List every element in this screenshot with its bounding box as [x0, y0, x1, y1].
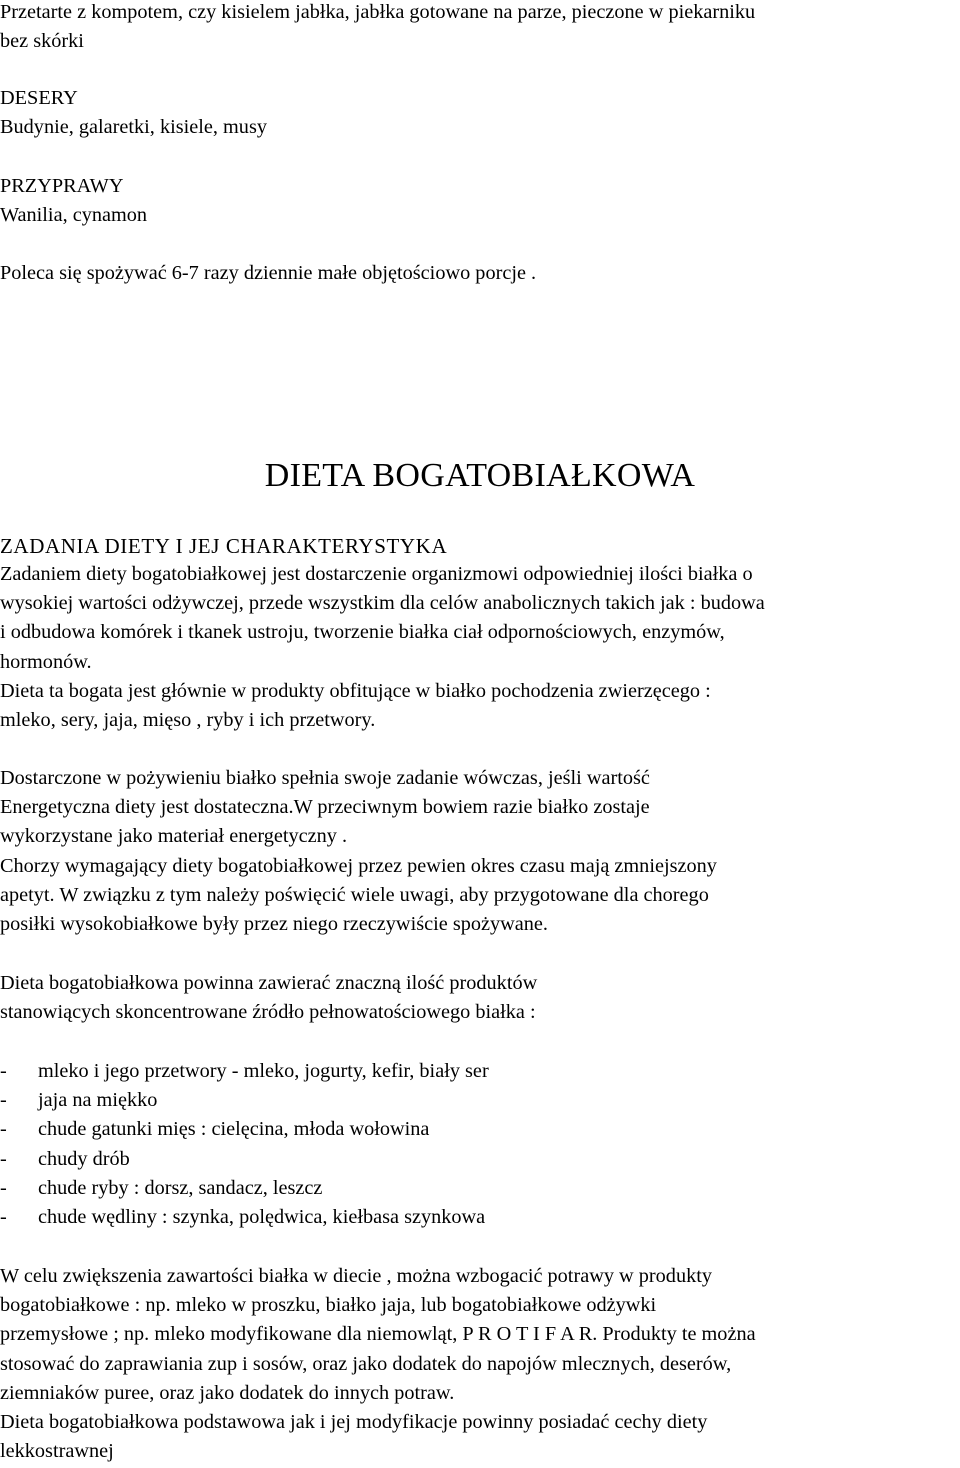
desery-heading: DESERY	[0, 87, 78, 109]
intro-line-1: Przetarte z kompotem, czy kisielem jabłka, jabłka gotowane na parze, pieczone w piekarniku	[0, 1, 756, 23]
list-dash: -	[0, 1176, 7, 1199]
paragraph-3-line: stanowiących skoncentrowane źródło pełnowatościowego białka :	[0, 1001, 536, 1024]
paragraph-1	[0, 560, 955, 735]
list-item	[0, 1174, 489, 1203]
portions-line: Poleca się spożywać 6-7 razy dziennie małe objętościowo porcje .	[0, 262, 537, 284]
paragraph-1-line: mleko, sery, jaja, mięso , ryby i ich przetwory.	[0, 709, 376, 732]
przyprawy-heading: PRZYPRAWY	[0, 175, 124, 197]
list-dash: -	[0, 1060, 7, 1082]
paragraph-1-line: Zadaniem diety bogatobiałkowej jest dostarczenie organizmowi odpowiedniej ilości białka o	[0, 563, 753, 585]
document-title: DIETA BOGATOBIAŁKOWA	[264, 457, 696, 494]
desery-text: Budynie, galaretki, kisiele, musy	[0, 116, 267, 139]
list-dash: -	[0, 1089, 7, 1112]
list-dash: -	[0, 1118, 7, 1141]
paragraph-2-line: Energetyczna diety jest dostateczna.W przeciwnym bowiem razie białko zostaje	[0, 796, 650, 819]
paragraph-4-line: przemysłowe ; np. mleko modyfikowane dla niemowląt, P R O T I F A R. Produkty te można	[0, 1323, 756, 1346]
paragraph-3	[0, 969, 955, 1027]
paragraph-4	[0, 1262, 955, 1466]
paragraph-3-line: Dieta bogatobiałkowa powinna zawierać znaczną ilość produktów	[0, 972, 538, 994]
paragraph-2-line: Chorzy wymagający diety bogatobiałkowej przez pewien okres czasu mają zmniejszony	[0, 854, 717, 877]
paragraph-2	[0, 764, 955, 939]
list-item-text: chudy drób	[38, 1147, 130, 1170]
przyprawy-block	[0, 172, 955, 230]
paragraph-1-line: Dieta ta bogata jest głównie w produkty obfitujące w białko pochodzenia zwierzęcego :	[0, 679, 711, 702]
product-list	[0, 1057, 489, 1232]
list-item-text: chude ryby : dorsz, sandacz, leszcz	[38, 1176, 323, 1199]
list-item	[0, 1203, 489, 1232]
section-heading: ZADANIA DIETY I JEJ CHARAKTERYSTYKA	[0, 534, 448, 558]
paragraph-4-line: bogatobiałkowe : np. mleko w proszku, białko jaja, lub bogatobiałkowe odżywki	[0, 1294, 657, 1317]
paragraph-2-line: Dostarczone w pożywieniu białko spełnia swoje zadanie wówczas, jeśli wartość	[0, 767, 650, 789]
paragraph-4-line: lekkostrawnej	[0, 1440, 114, 1463]
paragraph-2-line: wykorzystane jako materiał energetyczny .	[0, 825, 348, 848]
paragraph-1-line: i odbudowa komórek i tkanek ustroju, tworzenie białka ciał odpornościowych, enzymów,	[0, 621, 725, 644]
list-item-text: chude gatunki mięs : cielęcina, młoda wołowina	[38, 1118, 430, 1141]
przyprawy-text: Wanilia, cynamon	[0, 204, 148, 227]
paragraph-1-line: hormonów.	[0, 650, 92, 673]
paragraph-4-line: W celu zwiększenia zawartości białka w diecie , można wzbogacić potrawy w produkty	[0, 1265, 713, 1287]
paragraph-4-line: stosować do zaprawiania zup i sosów, oraz jako dodatek do napojów mlecznych, deserów,	[0, 1352, 732, 1375]
list-item	[0, 1145, 489, 1174]
list-dash: -	[0, 1206, 7, 1229]
list-item-text: mleko i jego przetwory - mleko, jogurty, kefir, biały ser	[38, 1060, 489, 1082]
paragraph-1-line: wysokiej wartości odżywczej, przede wszystkim dla celów anabolicznych takich jak : budowa	[0, 592, 765, 615]
list-item	[0, 1086, 489, 1115]
list-dash: -	[0, 1147, 7, 1170]
list-item	[0, 1115, 489, 1144]
intro-paragraph	[0, 0, 955, 56]
desery-block	[0, 84, 955, 142]
portions-text	[0, 259, 955, 288]
list-item	[0, 1057, 489, 1086]
paragraph-2-line: apetyt. W związku z tym należy poświęcić wiele uwagi, aby przygotowane dla chorego	[0, 883, 709, 906]
paragraph-4-line: Dieta bogatobiałkowa podstawowa jak i jej modyfikacje powinny posiadać cechy diety	[0, 1411, 708, 1434]
paragraph-2-line: posiłki wysokobiałkowe były przez niego rzeczywiście spożywane.	[0, 913, 548, 936]
intro-line-2: bez skórki	[0, 30, 84, 53]
list-item-text: jaja na miękko	[38, 1089, 158, 1112]
paragraph-4-line: ziemniaków puree, oraz jako dodatek do innych potraw.	[0, 1381, 455, 1404]
list-item-text: chude wędliny : szynka, polędwica, kiełbasa szynkowa	[38, 1206, 486, 1229]
